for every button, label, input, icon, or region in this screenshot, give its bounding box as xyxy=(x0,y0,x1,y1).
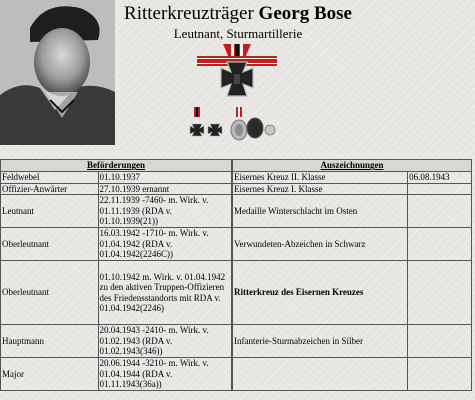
portrait-image xyxy=(0,0,115,145)
table-row xyxy=(233,195,472,228)
page-subtitle: Leutnant, Sturmartillerie xyxy=(173,26,303,41)
detail-cell: 16.03.1942 -1710- m. Wirk. v. 01.04.1942 (RDA v. 01.04.1942(2246C)) xyxy=(98,228,231,261)
award-name-cell xyxy=(233,358,408,391)
rank-cell: Leutnant xyxy=(1,195,99,228)
awards-table xyxy=(232,159,472,391)
detail-cell: 01.10.1937 xyxy=(98,172,231,184)
awards-heading: Auszeichnungen xyxy=(233,160,472,172)
table-row xyxy=(233,183,472,195)
title-prefix: Ritterkreuzträger xyxy=(124,3,254,24)
award-date-cell xyxy=(408,183,472,195)
table-row xyxy=(233,172,472,184)
page-title xyxy=(118,3,358,25)
rank-cell: Major xyxy=(1,358,99,391)
award-name-cell: Eisernes Kreuz II. Klasse xyxy=(233,172,408,184)
medals-icons xyxy=(184,106,276,146)
table-row xyxy=(1,183,232,195)
award-date-cell xyxy=(408,261,472,325)
award-name-cell: Medaille Winterschlacht im Osten xyxy=(233,195,408,228)
table-row xyxy=(1,358,232,391)
table-row xyxy=(1,195,232,228)
knights-cross-icon xyxy=(197,44,277,102)
detail-cell: 20.04.1943 -2410- m. Wirk. v. 01.02.1943 (RDA v. 01.02.1943(346)) xyxy=(98,325,231,358)
knights-cross-medal xyxy=(197,44,277,107)
table-row xyxy=(233,358,472,391)
detail-cell: 20.06.1944 -3210- m. Wirk. v. 01.04.1944 (RDA v. 01.11.1943(36a)) xyxy=(98,358,231,391)
table-row xyxy=(1,172,232,184)
rank-cell: Hauptmann xyxy=(1,325,99,358)
rank-cell: Oberleutnant xyxy=(1,261,99,325)
detail-cell: 01.10.1942 m. Wirk. v. 01.04.1942 zu den aktiven Truppen-Offizieren des Friedensstandorts mit RDA v. 01.04.1942(2246) xyxy=(98,261,231,325)
award-date-cell xyxy=(408,325,472,358)
table-row xyxy=(1,261,232,325)
title-name: Georg Bose xyxy=(258,3,352,24)
detail-cell: 27.10.1939 ernannt xyxy=(98,183,231,195)
award-name-cell: Infanterie-Sturmabzeichen in Silber xyxy=(233,325,408,358)
award-name-cell: Ritterkreuz des Eisernen Kreuzes xyxy=(233,261,408,325)
detail-cell: 22.11.1939 -7460- m. Wirk. v. 01.11.1939 (RDA v. 01.10.1939(21)) xyxy=(98,195,231,228)
rank-cell: Oberleutnant xyxy=(1,228,99,261)
award-date-cell xyxy=(408,358,472,391)
award-date-cell xyxy=(408,228,472,261)
award-name-cell: Verwundeten-Abzeichen in Schwarz xyxy=(233,228,408,261)
rank-cell: Offizier-Anwärter xyxy=(1,183,99,195)
table-row xyxy=(233,261,472,325)
table-row xyxy=(233,228,472,261)
medals-row xyxy=(184,106,276,151)
promotions-heading: Beförderungen xyxy=(1,160,232,172)
award-date-cell: 06.08.1943 xyxy=(408,172,472,184)
table-row xyxy=(1,228,232,261)
portrait-photo xyxy=(0,0,115,145)
promotions-table xyxy=(0,159,232,391)
rank-cell: Feldwebel xyxy=(1,172,99,184)
award-name-cell: Eisernes Kreuz I. Klasse xyxy=(233,183,408,195)
award-date-cell xyxy=(408,195,472,228)
table-row xyxy=(233,325,472,358)
table-row xyxy=(1,325,232,358)
